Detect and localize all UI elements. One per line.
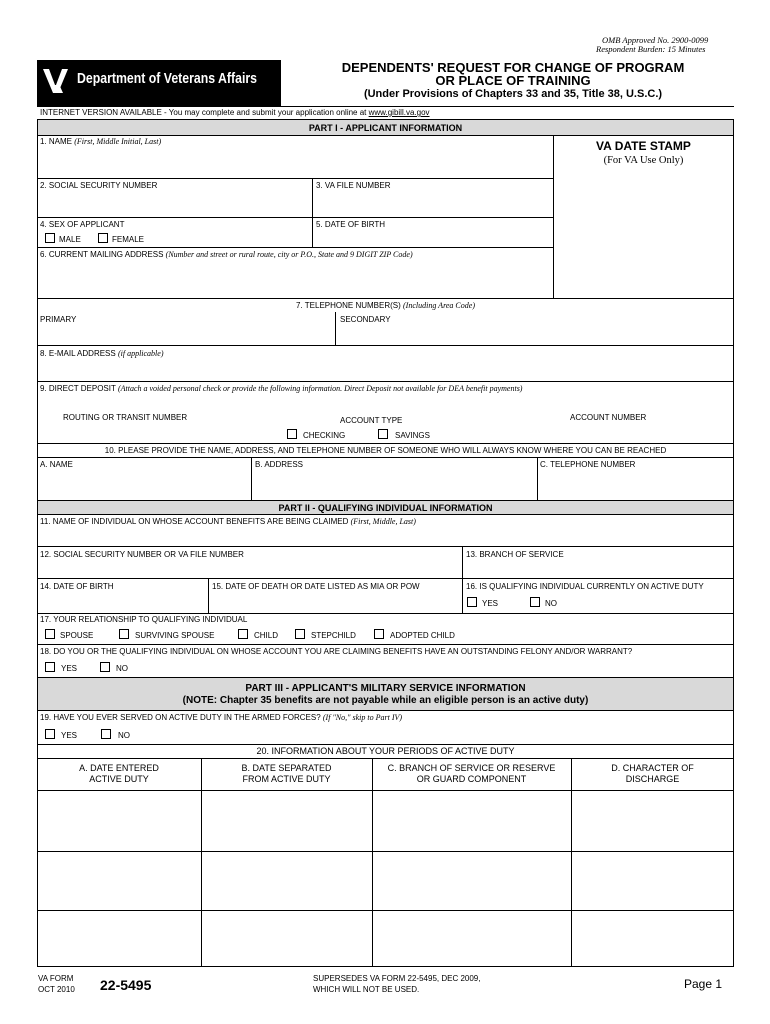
telephone-label: 7. TELEPHONE NUMBER(S) (Including Area Code) bbox=[296, 301, 475, 310]
email-input[interactable] bbox=[40, 362, 730, 378]
q14-label: 14. DATE OF BIRTH bbox=[40, 582, 114, 591]
date-of-death-input[interactable] bbox=[211, 595, 459, 610]
active-duty-yes-checkbox[interactable] bbox=[467, 597, 477, 607]
contact-name-input[interactable] bbox=[40, 473, 248, 497]
child-label: CHILD bbox=[254, 631, 279, 640]
row1-branch-input[interactable] bbox=[375, 793, 568, 848]
row1-date-separated-input[interactable] bbox=[204, 793, 369, 848]
served-yes-checkbox[interactable] bbox=[45, 729, 55, 739]
adopted-child-checkbox[interactable] bbox=[374, 629, 384, 639]
row3-date-entered-input[interactable] bbox=[40, 913, 198, 965]
contact-address-input[interactable] bbox=[254, 473, 534, 497]
footer-form-number: 22-5495 bbox=[100, 977, 152, 993]
female-label: FEMALE bbox=[112, 235, 145, 244]
address-label: 6. CURRENT MAILING ADDRESS (Number and street or rural route, city or P.O., State and 9 DIGIT ZIP Code) bbox=[40, 250, 413, 259]
part3-note: (NOTE: Chapter 35 benefits are not payable while an eligible person is an active duty) bbox=[182, 695, 589, 706]
contact-address-label: B. ADDRESS bbox=[255, 460, 304, 469]
spouse-checkbox[interactable] bbox=[45, 629, 55, 639]
account-type-label: ACCOUNT TYPE bbox=[340, 416, 403, 425]
felony-no-checkbox[interactable] bbox=[100, 662, 110, 672]
contact-phone-input[interactable] bbox=[540, 473, 730, 497]
part3-heading: PART III - APPLICANT'S MILITARY SERVICE INFORMATION bbox=[245, 683, 526, 694]
felony-yes-checkbox[interactable] bbox=[45, 662, 55, 672]
active-duty-no-label: NO bbox=[545, 599, 557, 608]
row1-discharge-input[interactable] bbox=[574, 793, 731, 848]
account-number-label: ACCOUNT NUMBER bbox=[570, 413, 647, 422]
col-discharge-line1: D. CHARACTER OF bbox=[611, 763, 694, 773]
savings-checkbox[interactable] bbox=[378, 429, 388, 439]
footer-supersedes-line1: SUPERSEDES VA FORM 22-5495, DEC 2009, bbox=[313, 974, 481, 983]
col-branch-line2: OR GUARD COMPONENT bbox=[416, 774, 527, 784]
stepchild-checkbox[interactable] bbox=[295, 629, 305, 639]
q18-label: 18. DO YOU OR THE QUALIFYING INDIVIDUAL ON WHOSE ACCOUNT YOU ARE CLAIMING BENEFITS HAVE AN OUTSTANDING FELONY AND/OR WARRANT? bbox=[40, 647, 633, 656]
secondary-phone-input[interactable] bbox=[338, 328, 732, 343]
mailing-address-input[interactable] bbox=[40, 263, 550, 295]
surviving-spouse-checkbox[interactable] bbox=[119, 629, 129, 639]
active-duty-no-checkbox[interactable] bbox=[530, 597, 540, 607]
col-date-entered-line1: A. DATE ENTERED bbox=[79, 763, 159, 773]
child-checkbox[interactable] bbox=[238, 629, 248, 639]
q20-label: 20. INFORMATION ABOUT YOUR PERIODS OF ACTIVE DUTY bbox=[256, 746, 515, 756]
served-no-label: NO bbox=[118, 731, 130, 740]
row1-date-entered-input[interactable] bbox=[40, 793, 198, 848]
row2-date-entered-input[interactable] bbox=[40, 854, 198, 907]
ssn-input[interactable] bbox=[40, 194, 310, 214]
ssn-label: 2. SOCIAL SECURITY NUMBER bbox=[40, 181, 158, 190]
sex-label: 4. SEX OF APPLICANT bbox=[40, 220, 125, 229]
felony-no-label: NO bbox=[116, 664, 128, 673]
contact-label: 10. PLEASE PROVIDE THE NAME, ADDRESS, AND TELEPHONE NUMBER OF SOMEONE WHO WILL ALWAYS KNOW WHERE YOU CAN BE REACHED bbox=[104, 446, 667, 455]
q11-label: 11. NAME OF INDIVIDUAL ON WHOSE ACCOUNT BENEFITS ARE BEING CLAIMED (First, Middle, Last) bbox=[40, 517, 416, 526]
secondary-phone-label: SECONDARY bbox=[340, 315, 391, 324]
col-branch-line1: C. BRANCH OF SERVICE OR RESERVE bbox=[387, 763, 556, 773]
col-date-separated-line2: FROM ACTIVE DUTY bbox=[242, 774, 331, 784]
primary-phone-label: PRIMARY bbox=[40, 315, 77, 324]
q19-label: 19. HAVE YOU EVER SERVED ON ACTIVE DUTY IN THE ARMED FORCES? (If "No," skip to Part IV) bbox=[40, 713, 403, 722]
q16-label: 16. IS QUALIFYING INDIVIDUAL CURRENTLY ON ACTIVE DUTY bbox=[466, 582, 704, 591]
footer-va-form: VA FORM bbox=[38, 974, 74, 983]
row2-discharge-input[interactable] bbox=[574, 854, 731, 907]
male-label: MALE bbox=[59, 235, 81, 244]
row3-branch-input[interactable] bbox=[375, 913, 568, 965]
internet-notice: INTERNET VERSION AVAILABLE - You may complete and submit your application online at www.gibill.va.gov bbox=[40, 108, 430, 117]
qualifying-ssn-input[interactable] bbox=[40, 563, 459, 576]
savings-label: SAVINGS bbox=[395, 431, 430, 440]
row2-branch-input[interactable] bbox=[375, 854, 568, 907]
respondent-burden: Respondent Burden: 15 Minutes bbox=[596, 44, 706, 54]
contact-phone-label: C. TELEPHONE NUMBER bbox=[540, 460, 636, 469]
va-date-stamp-title: VA DATE STAMP bbox=[596, 139, 691, 153]
form-title-line1: DEPENDENTS' REQUEST FOR CHANGE OF PROGRAM bbox=[341, 60, 685, 75]
q13-label: 13. BRANCH OF SERVICE bbox=[466, 550, 564, 559]
contact-name-label: A. NAME bbox=[40, 460, 73, 469]
row3-date-separated-input[interactable] bbox=[204, 913, 369, 965]
routing-label: ROUTING OR TRANSIT NUMBER bbox=[63, 413, 188, 422]
served-no-checkbox[interactable] bbox=[101, 729, 111, 739]
footer-supersedes-line2: WHICH WILL NOT BE USED. bbox=[313, 985, 420, 994]
gibill-link[interactable]: www.gibill.va.gov bbox=[368, 108, 430, 117]
active-duty-yes-label: YES bbox=[482, 599, 499, 608]
q17-label: 17. YOUR RELATIONSHIP TO QUALIFYING INDIVIDUAL bbox=[40, 615, 248, 624]
male-checkbox[interactable] bbox=[45, 233, 55, 243]
part1-heading: PART I - APPLICANT INFORMATION bbox=[308, 123, 463, 133]
form-subtitle: (Under Provisions of Chapters 33 and 35, Title 38, U.S.C.) bbox=[363, 88, 663, 100]
direct-deposit-label: 9. DIRECT DEPOSIT (Attach a voided personal check or provide the following information. Direct Deposit not available for DEA benefit payments) bbox=[40, 384, 523, 393]
applicant-name-input[interactable] bbox=[40, 150, 550, 176]
felony-yes-label: YES bbox=[61, 664, 78, 673]
checking-label: CHECKING bbox=[303, 431, 346, 440]
footer-date: OCT 2010 bbox=[38, 985, 75, 994]
omb-number: OMB Approved No. 2900-0099 bbox=[602, 35, 709, 45]
name-label: 1. NAME (First, Middle Initial, Last) bbox=[40, 137, 162, 146]
footer-page-number: Page 1 bbox=[684, 977, 723, 991]
q15-label: 15. DATE OF DEATH OR DATE LISTED AS MIA OR POW bbox=[212, 582, 420, 591]
branch-of-service-input[interactable] bbox=[465, 563, 730, 576]
row3-discharge-input[interactable] bbox=[574, 913, 731, 965]
qualifying-name-input[interactable] bbox=[40, 530, 730, 544]
va-logo-banner bbox=[37, 60, 281, 106]
va-seal-icon bbox=[41, 65, 71, 95]
va-file-input[interactable] bbox=[315, 194, 551, 214]
form-title-line2: OR PLACE OF TRAINING bbox=[435, 73, 591, 88]
col-date-separated-line1: B. DATE SEPARATED bbox=[241, 763, 332, 773]
part2-heading: PART II - QUALIFYING INDIVIDUAL INFORMATION bbox=[278, 503, 493, 513]
row2-date-separated-input[interactable] bbox=[204, 854, 369, 907]
primary-phone-input[interactable] bbox=[40, 328, 332, 343]
qualifying-dob-input[interactable] bbox=[40, 595, 205, 610]
dob-label: 5. DATE OF BIRTH bbox=[316, 220, 386, 229]
col-discharge-line2: DISCHARGE bbox=[625, 774, 680, 784]
account-number-input[interactable] bbox=[520, 426, 730, 440]
stepchild-label: STEPCHILD bbox=[311, 631, 356, 640]
spouse-label: SPOUSE bbox=[60, 631, 94, 640]
va-date-stamp-subtitle: (For VA Use Only) bbox=[603, 155, 684, 166]
va-file-label: 3. VA FILE NUMBER bbox=[316, 181, 391, 190]
q12-label: 12. SOCIAL SECURITY NUMBER OR VA FILE NUMBER bbox=[40, 550, 244, 559]
col-date-entered-line2: ACTIVE DUTY bbox=[89, 774, 149, 784]
served-yes-label: YES bbox=[61, 731, 78, 740]
checking-checkbox[interactable] bbox=[287, 429, 297, 439]
email-label: 8. E-MAIL ADDRESS (if applicable) bbox=[40, 349, 164, 358]
surviving-spouse-label: SURVIVING SPOUSE bbox=[135, 631, 215, 640]
dob-input[interactable] bbox=[315, 232, 551, 246]
department-name: Department of Veterans Affairs bbox=[77, 70, 258, 87]
routing-input[interactable] bbox=[40, 426, 270, 440]
adopted-child-label: ADOPTED CHILD bbox=[390, 631, 455, 640]
female-checkbox[interactable] bbox=[98, 233, 108, 243]
